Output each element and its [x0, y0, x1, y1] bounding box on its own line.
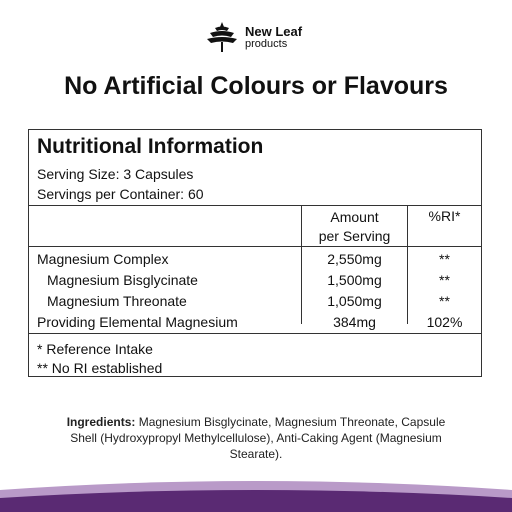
divider: [29, 333, 481, 334]
ingredients-list: Magnesium Bisglycinate, Magnesium Threonate, Capsule Shell (Hydroxypropyl Methylcellulose), Anti-Caking Agent (Magnesium Stearate).: [70, 415, 446, 461]
brand-logo: [205, 20, 315, 60]
panel-title: Nutritional Information: [37, 135, 264, 158]
nutrient-ri: **: [439, 251, 450, 267]
footer-wave: [0, 468, 512, 512]
nutrient-ri: 102%: [426, 314, 463, 330]
headline: No Artificial Colours or Flavours: [64, 72, 448, 100]
nutrient-ri: **: [439, 272, 450, 288]
ingredients-label: Ingredients:: [66, 415, 136, 429]
ingredients-text: [60, 414, 452, 462]
nutrition-panel: [28, 129, 482, 377]
table-row: [29, 293, 481, 314]
table-row: [29, 272, 481, 293]
divider: [29, 246, 481, 247]
nutrient-name: Magnesium Bisglycinate: [47, 272, 198, 288]
amount-header-line2: per Serving: [318, 228, 391, 244]
nutrient-ri: **: [439, 293, 450, 309]
nutrient-name: Magnesium Complex: [37, 251, 169, 267]
nutrient-amount: 1,500mg: [327, 272, 382, 288]
nutrient-name: Providing Elemental Magnesium: [37, 314, 238, 330]
nutrient-amount: 2,550mg: [327, 251, 382, 267]
table-row: [29, 251, 481, 272]
amount-header: [302, 208, 407, 246]
table-row: [29, 314, 481, 335]
nutrient-amount: 1,050mg: [327, 293, 382, 309]
footnote: * Reference Intake: [37, 341, 153, 357]
footnote: ** No RI established: [37, 360, 163, 376]
ri-header: %RI*: [428, 208, 461, 224]
amount-header-line1: Amount: [330, 209, 379, 225]
brand-sub: products: [245, 38, 288, 50]
leaf-tree-icon: [205, 20, 239, 54]
brand-name: New Leaf: [245, 24, 303, 39]
nutrient-name: Magnesium Threonate: [47, 293, 187, 309]
serving-size: Serving Size: 3 Capsules: [37, 166, 194, 182]
servings-per-container: Servings per Container: 60: [37, 186, 204, 202]
nutrient-amount: 384mg: [333, 314, 376, 330]
divider: [29, 205, 481, 206]
